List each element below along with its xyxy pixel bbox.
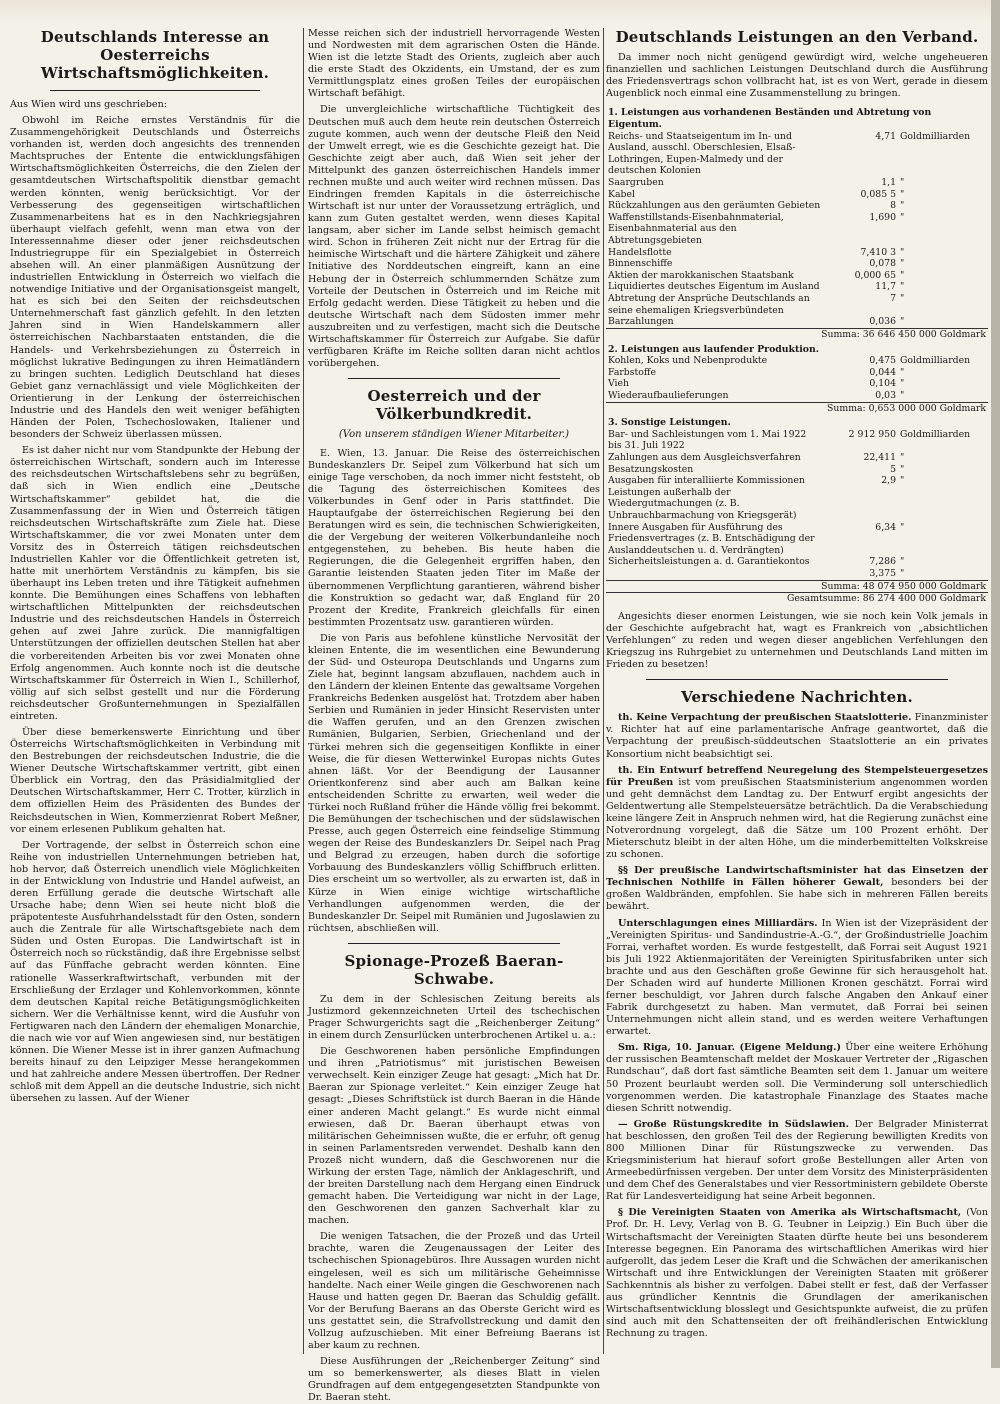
table-cell-unit: " (900, 293, 905, 305)
table-cell-unit: " (900, 521, 905, 533)
table-cell-unit: Goldmilliarden (900, 428, 971, 440)
table-cell-unit: " (900, 176, 905, 188)
table-cell-value: 0,036 (869, 316, 896, 328)
news-text: besonders bei der großen Waldbränden, empfohlen. Sie habe sich in mehreren Fällen bereits bewährt. (606, 877, 988, 913)
table-cell-label: Waffenstillstands-Eisenbahnmaterial, Eisenbahnmaterial aus den Abtretungsgebieten (608, 211, 784, 247)
table-row (606, 200, 988, 212)
title-rule (50, 90, 260, 91)
table-row (606, 475, 988, 487)
table-cell-value: 0,03 (875, 389, 896, 401)
table-cell-unit: " (900, 269, 905, 281)
table-row (606, 131, 988, 177)
table-cell-label: Kabel (608, 188, 635, 200)
table-cell-label: Farbstoffe (608, 366, 656, 378)
table-cell-unit: " (900, 556, 905, 568)
section-title-nachrichten: Verschiedene Nachrichten. (681, 688, 913, 707)
table-section-heading (606, 341, 988, 356)
news-headline: Sm. Riga, 10. Januar. (Eigene Meldung.) (618, 1042, 842, 1054)
table-cell-unit: " (900, 258, 905, 270)
table-row (606, 556, 988, 568)
table-section-heading (606, 104, 988, 130)
news-item (606, 1207, 988, 1340)
table-row (606, 452, 988, 464)
table-cell-value (824, 487, 898, 522)
table-cell-label: Zahlungen aus dem Ausgleichsverfahren (608, 451, 801, 463)
paragraph: Es ist daher nicht nur vom Standpunkte der Hebung der österreichischen Wirtschaft, sondern auch im Interesse des reichsdeutschen Wirtschaftslebens sehr zu begrüßen, daß sich in Wien endlich eine „Deutsche Wirtschaftskammer“ gebildet hat, die die Zusammenfassung der in Wien und Österreich tätigen reichsdeutschen Wirtschaftskräfte zum Ziele hat. Diese Wirtschaftskammer, die vor zwei Monaten unter dem Vorsitz des in Österreich tätigen reichsdeutschen Industriellen Kahler vor die Öffentlichkeit getreten ist, hatte mit unerhörtem Verständnis zu kämpfen, bis sie überhaupt ins Leben treten und ihre Tätigkeit aufnehmen konnte. Die Bemühungen eines Schaffens von lebhaften wirtschaftlichen Mittelpunkten der reichsdeutschen Industrie und des reichsdeutschen Handels in Österreich gehen auf zwei Jahre zurück. Die mannigfaltigen Unterstützungen der offiziellen deutschen Stellen hat aber die vorbereitenden Arbeiten bis vor zwei Monaten ohne Erfolg angenommen. Auch konnte noch ist die deutsche Wirtschaftskammer für Österreich in Wien I., Schillerhof, völlig auf sich selbst gestellt und nur die Förderung reichsdeutscher Großunternehmungen in Spezialfällen eintreten. (10, 445, 300, 722)
table-cell-unit: " (900, 366, 905, 378)
table-cell-label: Handelsflotte (608, 246, 672, 258)
table-cell-value: 0,104 (869, 378, 896, 390)
table-cell-label: Leistungen außerhalb der Wiedergutmachungen (z. B. Unbrauchbarmachung von Kriegsgerät) (608, 486, 797, 522)
table-cell-value: 0,078 (869, 258, 896, 270)
table-cell-unit: " (900, 281, 905, 293)
column-left (10, 28, 300, 1354)
table-cell-unit: Goldmilliarden (900, 130, 971, 142)
article-title-voelkerbund: Oesterreich und der Völkerbundkredit. (367, 387, 541, 424)
table-cell-value: 1,690 (869, 211, 896, 223)
paragraph: E. Wien, 13. Januar. Die Reise des österreichischen Bundeskanzlers Dr. Seipel zum Völkerbund hat sich um einige Tage verschoben, da noch immer nicht feststeht, ob die Tagung des österreichischen Komitees des Völkerbundes in Genf oder in Paris stattfindet. Die Hauptaufgabe der österreichischen Regierung bei den Beratungen wird es sein, die technischen Schwierigkeiten, die der Vergebung der weiteren Völkerbundanleihe noch entgegenstehen, zu beheben. Bis heute haben die Regierungen, die die Gelegenheit ergriffen haben, den Garantie leistenden Staaten jeden Titer im Maße der übernommenen Verpflichtung garantieren, während bisher die Konstruktion so gedacht war, daß England für 20 Prozent der Kredite, Frankreich gleichfalls für einen bestimmten Prozentsatz usw. garantieren würden. (308, 447, 600, 628)
news-item (606, 765, 988, 862)
table-cell-value: 2,9 (881, 475, 896, 487)
table-row (606, 390, 988, 402)
table-row (606, 293, 988, 316)
sum-text: Summa: 48 074 950 000 Goldmark (606, 580, 988, 593)
table-cell-unit (898, 487, 988, 522)
paragraph: Da immer noch nicht genügend gewürdigt wird, welche ungeheueren finanziellen und sachlichen Leistungen Deutschland durch die Ausführung des Friedensvertrags schon vollbracht hat, ist es von Wert, gerade in diesem Augenblick noch einmal eine Zusammenstellung zu bringen. (606, 52, 988, 100)
table-cell-unit: " (900, 451, 905, 463)
paragraph: Der Vortragende, der selbst in Österreich schon eine Reihe von industriellen Unternehmungen betrieben hat, hob hervor, daß Österreich unendlich viele Möglichkeiten in der Entwicklung von Industrie und Handel aufweist, an deren Erfüllung gerade die deutsche Wirtschaft alle Ursache habe; denn Wien sei heute nicht bloß die präpotenteste Ausfuhrhandelsstadt für den Osten, sondern auch die Zentrale für alle Wirtschaftsgebiete nach dem Süden und Osten Europas. Die Landwirtschaft ist in Österreich noch so rückständig, daß ihre Ergebnisse selbst auf das Fünffache gebracht werden könnten. Eine rationelle Wasserkraftwirtschaft, verbunden mit der Erschließung der Erzlager und Kohlenvorkommen, könnte dem deutschen Kapital reiche Betätigungsmöglichkeiten sichern. Wer die Verhältnisse kennt, wird die Ausfuhr von Fertigwaren nach den Ländern der ehemaligen Monarchie, die nach wie vor auf Wien angewiesen sind, nur bestätigen können. Die Wiener Messe ist in ihrer ganzen Aufmachung bereits hinauf zu den Leipziger Messe herangekommen und hat zahlreiche andere Messen übertroffen. Der Redner schloß mit dem Appell an die deutsche Industrie, sich nicht übersehen zu lassen. Auf der Wiener (10, 839, 300, 1105)
table-cell-unit: " (900, 389, 905, 401)
article-title-spionage: Spionage-Prozeß Baeran-Schwabe. (344, 951, 564, 988)
section-rule (646, 679, 948, 680)
news-list (606, 712, 988, 1340)
table-cell-unit: " (900, 246, 905, 258)
table-cell-unit: " (900, 378, 905, 390)
table-cell-unit: " (900, 316, 905, 328)
table-cell-value: 2 912 950 (848, 428, 896, 440)
paragraph: Die unvergleichliche wirtschaftliche Tüchtigkeit des Deutschen muß auch dem heute rein deutschen Österreich zugute kommen, auch wenn der deutsche Fleiß den Neid der Umwelt erregt, wie es die Geschichte gezeigt hat. Die Geschichte zeigt aber auch, daß Wien seit jeher der Mittelpunkt des ganzen österreichischen Handels immer rechnen mußte und auch weiter wird rechnen müssen. Das Eindringen fremden Kapitals in die österreichische Wirtschaft ist nur unter der Voraussetzung erträglich, und kann zum Guten gestaltet werden, wenn dieses Kapital langsam, aber sicher im Lande selbst heimisch gemacht wird. Schon in früheren Zeit nicht nur der Ertrag für die heimische Wirtschaft und die härtere Zähigkeit und zähere Initiative des Norddeutschen eingreift, kann an eine Hebung der in Österreich schlummernden Schätze zum Vorteile der Deutschen in Österreich und im Reiche mit Erfolg gedacht werden. Diese Tätigkeit zu heben und die deutsche Wirtschaft nach dem Südosten immer mehr auszubreiten und zu verfestigen, macht sich die Deutsche Wirtschaftskammer für Österreich zur Aufgabe. Sie dafür verfügbaren Kräfte im Reiche sollten daran nicht achtlos vorübergehen. (308, 104, 600, 370)
table-row (606, 177, 988, 189)
table-cell-label: Besatzungskosten (608, 463, 694, 475)
table-row (606, 355, 988, 367)
table-row (606, 189, 988, 201)
table-row (606, 212, 988, 247)
table-cell-unit: " (900, 188, 905, 200)
table-cell-value: 6,34 (875, 521, 896, 533)
table-cell-unit: " (900, 200, 905, 212)
table-cell-value: 11,7 (875, 281, 896, 293)
table-cell-value: 5 (890, 463, 896, 475)
news-item (606, 1119, 988, 1204)
table-cell-label: Abtretung der Ansprüche Deutschlands an seine ehemaligen Kriegsverbündeten (608, 293, 810, 316)
table-sum-row (606, 580, 988, 593)
table-cell-value: 8 (890, 200, 896, 212)
news-headline: th. Ein Entwurf betreffend Neuregelung des Stempelsteuergesetzes für Preußen (606, 764, 988, 788)
table-cell-label: Sicherheitsleistungen a. d. Garantiekontos (608, 556, 810, 568)
article-title-leistungen: Deutschlands Leistungen an den Verband. (615, 28, 979, 46)
table-cell-value: 3,375 (869, 568, 896, 580)
news-text: Über eine weitere Erhöhung der russischen Beamtenschaft meldet der Moskauer Vertreter der „Rigaschen Rundschau“, daß dort fast sämtliche Beamten seit dem 1. Januar um weitere 50 Prozent beurlaubt werden soll. Die Verminderung soll unterschiedlich vorgenommen werden. Die katastrophale Finanzlage des Staates mache diesen Schritt notwendig. (606, 1042, 988, 1114)
table-cell-unit: " (900, 211, 905, 223)
table-cell-label: Vieh (608, 378, 630, 390)
table-cell-unit: " (900, 568, 905, 580)
table-cell-unit: " (900, 463, 905, 475)
news-item (606, 712, 988, 760)
news-headline: §§ Der preußische Landwirtschaftsminister hat das Einsetzen der Technischen Nothilfe in Fällen höherer Gewalt, (606, 865, 988, 889)
table-section-heading (606, 414, 988, 429)
section-heading-text: 2. Leistungen aus laufender Produktion. (608, 343, 819, 355)
table-row (606, 281, 988, 293)
table-row (606, 522, 988, 557)
table-row (606, 258, 988, 270)
sum-text: Gesamtsumme: 86 274 400 000 Goldmark (606, 593, 988, 605)
table-cell-label: Binnenschiffe (608, 258, 673, 270)
table-cell-label: Ausgaben für interalliierte Kommissionen (608, 475, 805, 487)
table-cell-label: Kohlen, Koks und Nebenprodukte (608, 355, 768, 367)
paragraph: Die wenigen Tatsachen, die der Prozeß und das Urteil brachte, waren die Zeugenaussagen der Leiter des tschechischen Spionagebüros. Ihre Aussagen wurden nicht eingelesen, weil es sich um militärische Geheimnisse handelte. Nach einer Weile gingen die Geschworenen nach Hause und hatten gegen Dr. Baeran das Schuldig gefällt. Vor der Berufung Baerans an das Oberste Gericht wird es uns gestattet sein, die Strafvollstreckung und damit den Vollzug aufzuschieben. Mit einer Befreiung Baerans ist aber kaum zu rechnen. (308, 1231, 600, 1351)
paragraph: Angesichts dieser enormen Leistungen, wie sie noch kein Volk jemals in der Geschichte aufgebracht hat, wagt es Frankreich von „absichtlichen Verfehlungen“ zu reden und wegen dieser angeblichen Verfehlungen den Kriegszug ins Ruhrgebiet zu unternehmen und Deutschlands Land mitten im Frieden zu besetzen! (606, 610, 988, 671)
news-text: In Wien ist der Vizepräsident der „Vereinigten Spiritus- und Sandindustrie-A.-G.“, der Großindustrielle Joachim Forrai, verhaftet worden. Es wurde festgestellt, daß Forrai seit August 1921 bis Juli 1922 Aktienmajoritäten der Vereinigten Spiritusfabriken unter sich brachte und aus den Geschäften große Gewinne für sich herausgeholt hat. Der Schaden wird auf hunderte Millionen Kronen geschätzt. Forrai wird ferner beschuldigt, vor Jahren durch falsche Angaben den Ankauf einer Fabrik durchgesetzt zu haben. Man vermutet, daß Forrai bei seinen Unternehmungen nicht allein stand, und es werden weitere Verhaftungen erwartet. (606, 917, 988, 1038)
table-cell-value: 4,71 (875, 130, 896, 142)
section-heading-text: 1. Leistungen aus vorhandenen Beständen und Abtretung von Eigentum. (608, 107, 932, 130)
sum-text: Summa: 0,653 000 000 Goldmark (606, 402, 988, 414)
paragraph: Über diese bemerkenswerte Einrichtung und über Österreichs Wirtschaftsmöglichkeiten in Verbindung mit den Bestrebungen der reichsdeutschen Industrie, die die Wiener Deutsche Wirtschaftskammer vertritt, gibt einen Überblick ein Vortrag, den das Präsidialmitglied der Deutschen Wirtschaftskammer, Herr C. Trotter, kürzlich in dem offiziellen Heim des Präsidenten des Bundes der Reichsdeutschen in Wien, Kommerzienrat Robert Meßner, vor einem erlesenen Publikum gehalten hat. (10, 726, 300, 835)
table-cell-value: 7 (890, 293, 896, 305)
table-row (606, 378, 988, 390)
table-cell-value: 22,411 (863, 451, 896, 463)
table-cell-value: 7,286 (869, 556, 896, 568)
column-right (606, 28, 988, 1354)
table-row (606, 247, 988, 259)
news-item (606, 1042, 988, 1114)
paragraph: Messe reichen sich der industriell hervorragende Westen und Nordwesten mit dem agrarischen Osten die Hände. Wien ist die letzte Stadt des Orients, zugleich aber auch die erste Stadt des Okzidents, ein Umstand, der es zum Vermittlungsplatz eines großen Teiles der europäischen Wirtschaft befähigt. (308, 28, 600, 100)
table-cell-value: 7,410 3 (860, 246, 896, 258)
paragraph: Aus Wien wird uns geschrieben: (10, 99, 167, 110)
table-cell-label: Liquidiertes deutsches Eigentum im Ausland (608, 281, 820, 293)
news-headline: Unterschlagungen eines Milliardärs. (618, 917, 818, 929)
table-cell-label (606, 568, 824, 580)
table-cell-unit: Goldmilliarden (900, 355, 971, 367)
table-cell-label: Barzahlungen (608, 316, 674, 328)
news-item (606, 918, 988, 1039)
paragraph: Die Geschworenen haben persönliche Empfindungen und ihren „Patriotismus“ mit juristischen Beweisen verwechselt. Kein einziger Zeuge hat gesagt: „Mich hat Dr. Baeran zur Spionage verleitet.“ Kein einziger Zeuge hat gesagt: „Dieses Schriftstück ist durch Baeran in die Hände einer anderen Macht gelangt.“ Es wurde nicht einmal erwiesen, daß Dr. Baeran überhaupt etwas von militärischen Geheimnissen wußte, die er erfuhr, oft genug in seinen Parlamentsreden verwendet. Deshalb kann den Prozeß nicht wundern, daß die Geschworenen nur die Wirkung der ersten Tage, nämlich der Anklageschrift, und der breiten Darstellung nach dem Hergang einen Eindruck gemacht haben. Die Verteidigung war nicht in der Lage, den Geschworenen den ganzen Sachverhalt klar zu machen. (308, 1046, 600, 1227)
news-item (606, 865, 988, 913)
table-sum-row (606, 328, 988, 340)
news-text: (Von Prof. Dr. H. Levy, Verlag von B. G. Teubner in Leipzig.) Ein Buch über die Wirtschaftsmacht der Vereinigten Staaten dürfte heute bei uns besonderem Interesse begegnen. Ein Panorama des wirtschaftlichen Amerikas wird hier aufgerollt, das jedem Leser die Kraft und die Schwächen der amerikanischen Wirtschaft und ihre Entwicklungen der Vereinigten Staaten mit größerer Sachkenntnis als bisher zu verfolgen. Dabei stellt er fest, daß der Verfasser aus gründlicher Kenntnis die Grundlagen der amerikanischen Wirtschaftsentwicklung blosslegt und Gesichtspunkte aufweist, die zu prüfen sind auch mit den Schattenseiten der oft freihändlerischen Entwicklung Rechnung zu tragen. (606, 1207, 988, 1340)
news-headline: § Die Vereinigten Staaten von Amerika als Wirtschaftsmacht, (618, 1207, 962, 1219)
page-top-edge (0, 0, 1000, 22)
sum-text: Summa: 36 646 450 000 Goldmark (606, 328, 988, 340)
table-cell-label: Rückzahlungen aus den geräumten Gebieten (608, 200, 821, 212)
table-cell-label: Reichs- und Staatseigentum im In- und Ausland, ausschl. Oberschlesien, Elsaß-Lothringen, Eupen-Malmedy und der deutschen Kolonien (608, 130, 796, 177)
news-headline: — Große Rüstungskredite in Südslawien. (618, 1118, 849, 1130)
table-cell-label: Bar- und Sachleistungen vom 1. Mai 1922 bis 31. Juli 1922 (608, 428, 807, 452)
table-cell-value: 0,000 65 (854, 269, 896, 281)
table-row (606, 464, 988, 476)
paragraph: Diese Ausführungen der „Reichenberger Zeitung“ sind um so bemerkenswerter, als dieses Blatt in vielen Grundfragen auf dem entgegengesetzten Standpunkte von Dr. Baeran steht. (308, 1356, 600, 1404)
table-cell-value: 0,044 (869, 366, 896, 378)
paragraph: Die von Paris aus befohlene künstliche Nervosität der kleinen Entente, die im wesentlichen eine Bewunderung der Süd- und Osteuropa Deutschlands und Ungarns zum Ziele hat, beginnt langsam abzuflauen, nachdem auch in den Ländern der kleinen Entente das gewaltsame Vorgehen Frankreichs Bedenken ausgelöst hat. Trotzdem aber haben Serbien und Rumänien in jeder Hinsicht Reservisten unter die Waffen gerufen, und an den Grenzen zwischen Rumänien, Bulgarien, Serbien, Griechenland und der Türkei mehren sich die gegenseitigen Konflikte in einer Weise, die für diesen Wetterwinkel Europas nichts Gutes ahnen läßt. Vor der Beendigung der Lausanner Orientkonferenz sind aber auch am Balkan keine entscheidenden Schritte zu erwarten, weil weder die Türkei noch Rußland früher die Hände völlig frei bekommt. Die Bemühungen der tschechischen und der südslawischen Presse, auch gegen Österreich eine feindselige Stimmung wegen der Reise des Bundeskanzlers Dr. Seipel nach Prag und Belgrad zu erzeugen, haben durch die sofortige Vorbauung des Bundeskanzlers völlig Schiffbruch erlitten. Dies erscheint um so wertvoller, als zu erwarten ist, daß in Kürze in Wien einige wichtige wirtschaftliche Verhandlungen aufgenommen werden, die der Bundeskanzler Dr. Seipel mit Rumänien und Jugoslawien zu rüchtsen, abschließen will. (308, 632, 600, 934)
table-cell-unit: " (900, 475, 905, 487)
article-title-wirtschaft: Deutschlands Interesse an Oesterreichs Wirtschaftsmöglichkeiten. (40, 28, 270, 82)
table-row (606, 367, 988, 379)
paragraph: Obwohl im Reiche ernstes Verständnis für die Zusammengehörigkeit Deutschlands und Österreichs vorhanden ist, werden doch angesichts des trennenden Machtspruches der Entente die entwicklungsfähigen Wirtschaftsmöglichkeiten Österreichs, die den Zielen der gesamtdeutschen Wirtschaftspolitik dienstbar gemacht werden könnten, wenig berücksichtigt. Vor der Verbesserung des gegenseitigen wirtschaftlichen Zusammenarbeitens hat es in den Nachkriegsjahren überhaupt vielfach gefehlt, wenn man etwa von der Interessennahme dieser oder jener reichsdeutschen Industriegruppe für ein Spezialgebiet in Österreich absehen will. An einer planmäßigen Ausnützung der industriellen Entwicklung in Österreich wo vielfach die notwendige Initiative und der Organisationsgeist mangelt, hat es sich bei den Seiten der reichsdeutschen Unternehmerschaft fast gänzlich gefehlt. In den letzten Jahren sind in Wien Handelskammern aller österreichischen Nachbarstaaten entstanden, die die Handels- und Verkehrsbeziehungen zu Österreich in möglichst lukrative Bedingungen zu ihren Heimatländern zu bringen suchten. Lediglich Deutschland hat dieses Gebiet ganz vernachlässigt und viele Möglichkeiten der Orientierung in der Lenkung der österreichischen Industrie und des Handels den weit weniger befähigten Händen der Polen, Tschechoslowaken, Italiener und besonders der Schweiz überlassen müssen. (10, 115, 300, 441)
table-cell-value: 0,085 5 (860, 188, 896, 200)
table-cell-label: Wiederaufbaulieferungen (608, 389, 729, 401)
table-row (606, 270, 988, 282)
table-row (606, 568, 988, 580)
table-cell-label: Saargruben (608, 176, 664, 188)
section-rule (348, 943, 560, 944)
table-row (606, 429, 988, 452)
table-sum-row (606, 593, 988, 605)
news-text: ist vom preußischen Staatsministerium angenommen worden und geht demnächst dem Landtag zu. Der Entwurf ergibt angesichts der Geldentwertung alle Stempelsteuersätze beträchtlich. Da die Verabschiedung keine längere Zeit in Anspruch nehmen wird, hat die Regierung zunächst eine Notverordnung vorgelegt, daß die Sätze um 100 Prozent erhöht. Der Mieterschutz bleibt in der alten Höhe, um die minderbemittelten Volkskreise zu schonen. (606, 776, 988, 861)
column-rule (303, 28, 304, 1354)
section-heading-text: 3. Sonstige Leistungen. (608, 417, 731, 429)
table-row (606, 487, 988, 522)
news-headline: th. Keine Verpachtung der preußischen Staatslotterie. (618, 712, 912, 724)
byline: (Von unserem ständigen Wiener Mitarbeiter.) (338, 429, 570, 441)
table-cell-value: 1,1 (881, 176, 896, 188)
reparations-table (606, 104, 988, 605)
table-row (606, 316, 988, 328)
paragraph: Zu dem in der Schlesischen Zeitung bereits als Justizmord gekennzeichneten Urteil des tschechischen Prager Schwurgerichts sagt die „Reichenberger Zeitung“ in einem durch Zensurlücken unterbrochenen Artikel u. a.: (308, 993, 600, 1042)
table-sum-row (606, 402, 988, 414)
table-cell-label: Aktien der marokkanischen Staatsbank (608, 269, 794, 281)
scan-edge (991, 0, 1000, 1368)
news-text: Finanzminister v. Richter hat auf eine parlamentarische Anfrage geantwortet, daß die Verpachtung der preußisch-süddeutschen Staatslotterie an ein privates Konsortium nicht beabsichtigt sei. (606, 712, 988, 760)
table-cell-label: Innere Ausgaben für Ausführung des Friedensvertrages (z. B. Entschädigung der Auslanddeutschen u. d. Verdrängten) (608, 521, 815, 556)
column-rule (603, 28, 604, 1354)
table-cell-value: 0,475 (869, 355, 896, 367)
news-text: Der Belgrader Ministerrat hat beschlossen, den großen Teil des der Regierung bewilligten Kredits von 800 Millionen Dinar für Rüstungszwecke zu verwenden. Das Kriegsministerium hat hierauf sofort große Bestellungen aller Arten von Armeebedürfnissen vergeben. Der unter dem Vorsitz des Ministerpräsidenten und dem Chef des Generalstabes und vier Ressortministern gebildete Oberste Rat für Landesverteidigung hat seine Arbeit begonnen. (606, 1118, 989, 1203)
section-rule (348, 378, 560, 379)
column-middle (308, 28, 600, 1404)
